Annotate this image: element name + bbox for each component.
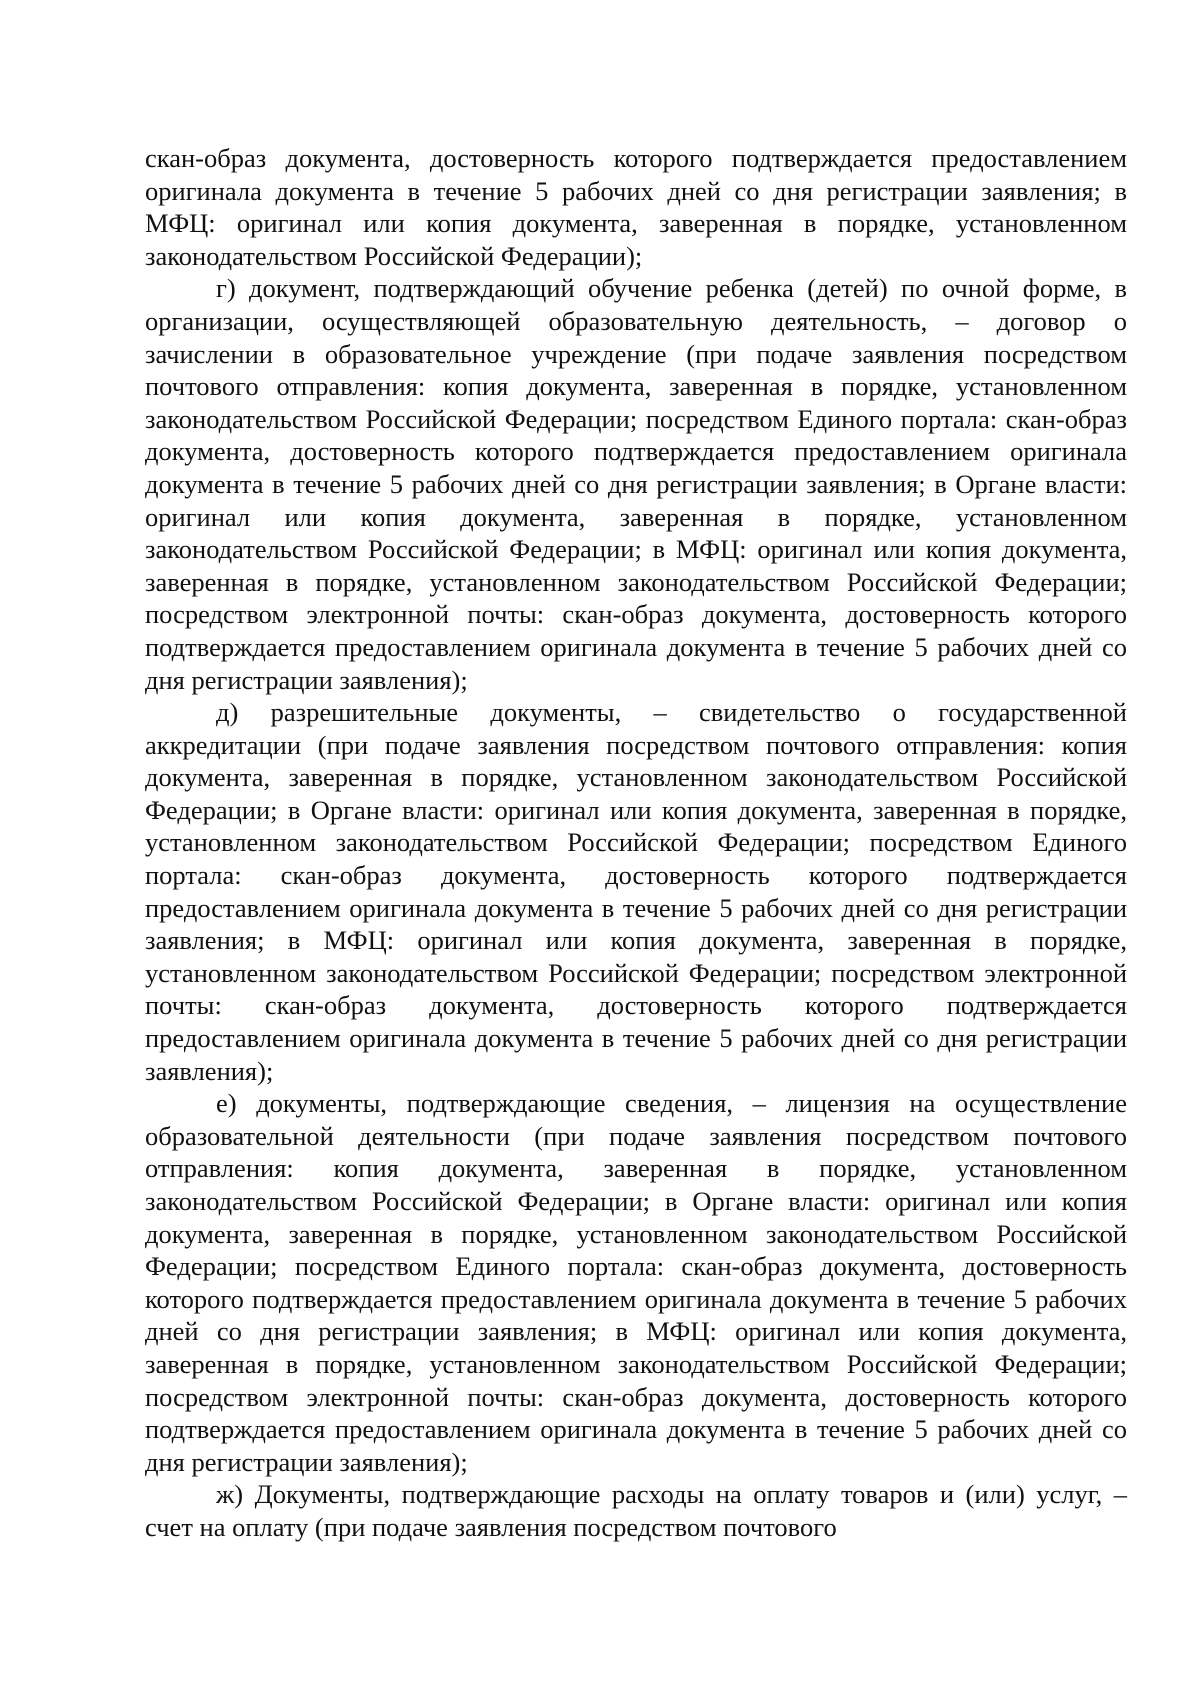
- paragraph-item-e: е) документы, подтверждающие сведения, – лицензия на осуществление образовательной деятельности (при подаче заявления посредством почтового отправления: копия документа, заверенная в порядке, установленном законодательством Российской Федерации; в Органе власти: оригинал или копия документа, заверенная в порядке, установленном законодательством Российской Федерации; посредством Единого портала: скан-образ документа, достоверность которого подтверждается предоставлением оригинала документа в течение 5 рабочих дней со дня регистрации заявления; в МФЦ: оригинал или копия документа, заверенная в порядке, установленном законодательством Российской Федерации; посредством электронной почты: скан-образ документа, достоверность которого подтверждается предоставлением оригинала документа в течение 5 рабочих дней со дня регистрации заявления);: [145, 1088, 1127, 1477]
- document-body: [145, 142, 1127, 1544]
- paragraph-item-zh: ж) Документы, подтверждающие расходы на оплату товаров и (или) услуг, – счет на оплату (при подаче заявления посредством почтового: [145, 1479, 1127, 1542]
- paragraph-continuation: скан-образ документа, достоверность которого подтверждается предоставлением оригинала документа в течение 5 рабочих дней со дня регистрации заявления; в МФЦ: оригинал или копия документа, заверенная в порядке, установленном законодательством Российской Федерации);: [145, 143, 1127, 271]
- paragraph-item-g: г) документ, подтверждающий обучение ребенка (детей) по очной форме, в организации, осуществляющей образовательную деятельность, – договор о зачислении в образовательное учреждение (при подаче заявления посредством почтового отправления: копия документа, заверенная в порядке, установленном законодательством Российской Федерации; посредством Единого портала: скан-образ документа, достоверность которого подтверждается предоставлением оригинала документа в течение 5 рабочих дней со дня регистрации заявления; в Органе власти: оригинал или копия документа, заверенная в порядке, установленном законодательством Российской Федерации; в МФЦ: оригинал или копия документа, заверенная в порядке, установленном законодательством Российской Федерации; посредством электронной почты: скан-образ документа, достоверность которого подтверждается предоставлением оригинала документа в течение 5 рабочих дней со дня регистрации заявления);: [145, 273, 1127, 695]
- paragraph-item-d: д) разрешительные документы, – свидетельство о государственной аккредитации (при подаче заявления посредством почтового отправления: копия документа, заверенная в порядке, установленном законодательством Российской Федерации; в Органе власти: оригинал или копия документа, заверенная в порядке, установленном законодательством Российской Федерации; посредством Единого портала: скан-образ документа, достоверность которого подтверждается предоставлением оригинала документа в течение 5 рабочих дней со дня регистрации заявления; в МФЦ: оригинал или копия документа, заверенная в порядке, установленном законодательством Российской Федерации; посредством электронной почты: скан-образ документа, достоверность которого подтверждается предоставлением оригинала документа в течение 5 рабочих дней со дня регистрации заявления);: [145, 697, 1127, 1086]
